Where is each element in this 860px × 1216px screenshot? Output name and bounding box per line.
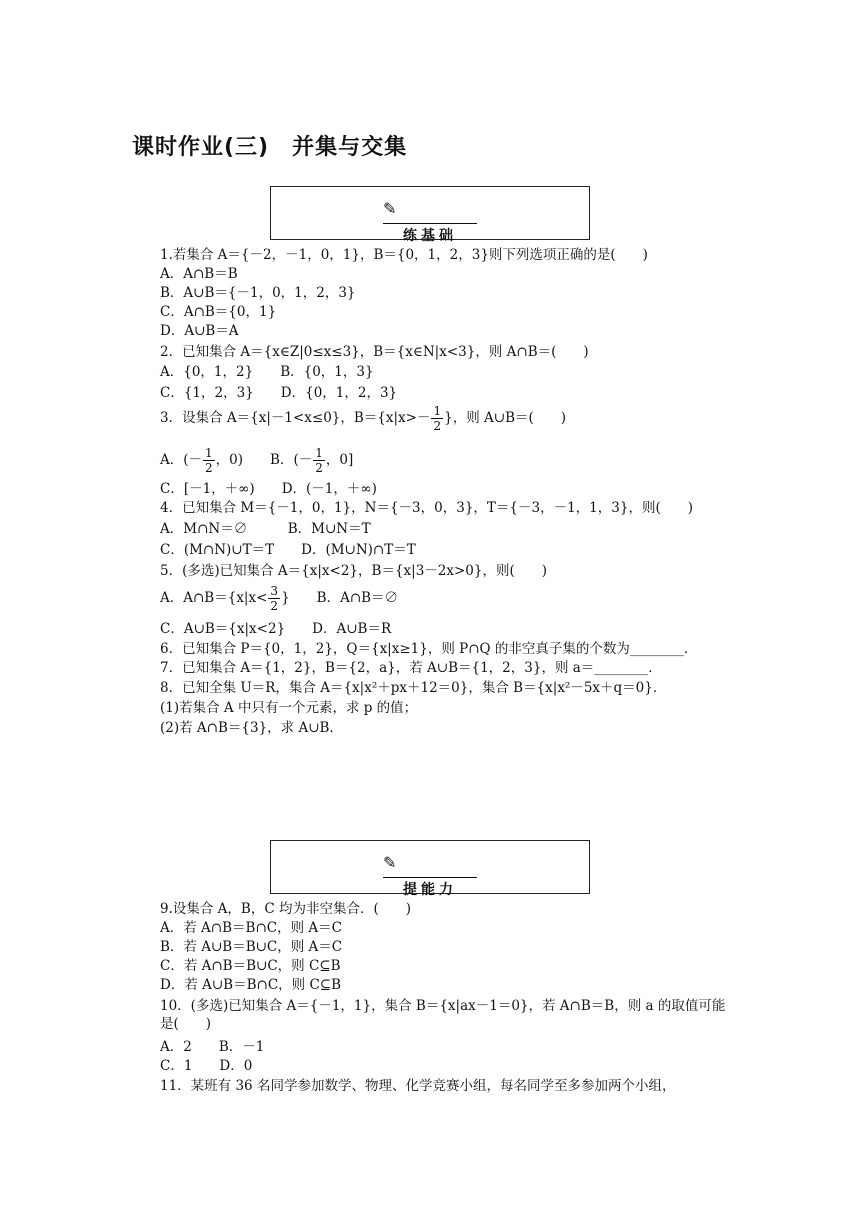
options-cd: C．1 D．0 [160,1058,253,1074]
pen-icon: ✎ [383,199,397,218]
fraction-denominator: 2 [270,599,279,613]
fraction [431,404,443,433]
option-b-text-end: ，0] [325,452,354,468]
fraction [203,446,215,475]
question-2: 2．已知集合 A＝{x∈Z|0≤x≤3}，B＝{x∈N|x<3}，则 A∩B＝( ) [160,344,589,360]
fraction [268,584,280,613]
options-cd: C．A∪B＝{x|x<2} D．A∪B＝R [160,621,392,637]
question-3 [160,404,566,433]
options-ab [160,584,398,613]
page-title: 课时作业(三) 并集与交集 [132,135,408,160]
question-8-part-1: (1)若集合 A 中只有一个元素，求 p 的值； [160,700,418,716]
option-a-text: A．(－ [160,452,203,468]
fraction-denominator: 2 [315,461,323,475]
options-ab [160,446,353,475]
fraction-numerator: 1 [205,446,213,460]
fraction-denominator: 2 [205,461,213,475]
question-10: 10．(多选)已知集合 A＝{－1，1}，集合 B＝{x|ax－1＝0}，若 A∩B＝B，则 a 的取值可能是( ) [160,998,726,1032]
option-b: B．若 A∪B＝B∪C，则 A＝C [160,939,343,955]
question-5: 5．(多选)已知集合 A＝{x|x<2}，B＝{x|3－2x>0}，则( ) [160,563,548,579]
section-label: 练基础 [403,228,457,244]
option-a-text-end: ，0) [215,452,244,468]
option-d: D．A∪B＝A [160,323,239,339]
options-cd: C．{1，2，3} D．{0，1，2，3} [160,385,398,401]
question-11: 11．某班有 36 名同学参加数学、物理、化学竞赛小组，每名同学至多参加两个小组， [160,1078,676,1094]
option-a: A．若 A∩B＝B∩C，则 A＝C [160,920,342,936]
fraction-numerator: 1 [433,404,442,418]
question-3-text-end: }，则 A∪B＝( ) [444,410,567,426]
question-6: 6．已知集合 P＝{0，1，2}，Q＝{x|x≥1}，则 P∩Q 的非空真子集的个数为________． [160,641,698,657]
question-4: 4．已知集合 M＝{－1，0，1}，N＝{－3，0，3}，T＝{－3，－1，1，3}，则( ) [160,500,693,516]
divider [383,223,477,224]
question-8-part-2: (2)若 A∩B＝{3}，求 A∪B. [160,720,334,736]
pen-icon: ✎ [383,853,397,872]
fraction [313,446,325,475]
options-ab: A．M∩N＝∅ B．M∪N＝T [160,521,371,537]
question-9: 9.设集合 A，B，C 均为非空集合．( ) [160,901,411,917]
options-cd: C．[－1，＋∞) D．(－1，＋∞) [160,481,377,497]
option-d: D．若 A∪B＝B∩C，则 C⊆B [160,977,342,993]
question-1: 1.若集合 A＝{－2，－1，0，1}，B＝{0，1，2，3}则下列选项正确的是( ) [160,247,648,263]
options-ab: A．2 B．－1 [160,1039,265,1055]
option-a-text: A．A∩B＝{x|x< [160,590,268,606]
option-a-text-end: } B．A∩B＝∅ [281,590,399,606]
divider [383,877,477,878]
question-7: 7．已知集合 A＝{1，2}，B＝{2，a}，若 A∪B＝{1，2，3}，则 a＝________． [160,660,662,676]
fraction-numerator: 1 [315,446,323,460]
option-a: A．A∩B＝B [160,266,238,282]
option-c: C．A∩B＝{0，1} [160,304,277,320]
question-8: 8．已知全集 U＝R，集合 A＝{x|x²＋px＋12＝0}，集合 B＝{x|x²－5x＋q＝0}． [160,680,667,696]
section-header-basic [270,186,590,244]
section-label: 提能力 [403,882,457,898]
options-ab: A．{0，1，2} B．{0，1，3} [160,364,374,380]
option-b: B．A∪B＝{－1，0，1，2，3} [160,285,356,301]
option-b-text: B．(－ [243,452,313,468]
question-3-text: 3．设集合 A＝{x|－1<x≤0}，B＝{x|x>－ [160,410,431,426]
fraction-denominator: 2 [433,419,442,433]
option-c: C．若 A∩B＝B∪C，则 C⊆B [160,958,341,974]
section-header-advanced [270,840,590,898]
options-cd: C．(M∩N)∪T＝T D．(M∪N)∩T＝T [160,542,416,558]
fraction-numerator: 3 [270,584,279,598]
